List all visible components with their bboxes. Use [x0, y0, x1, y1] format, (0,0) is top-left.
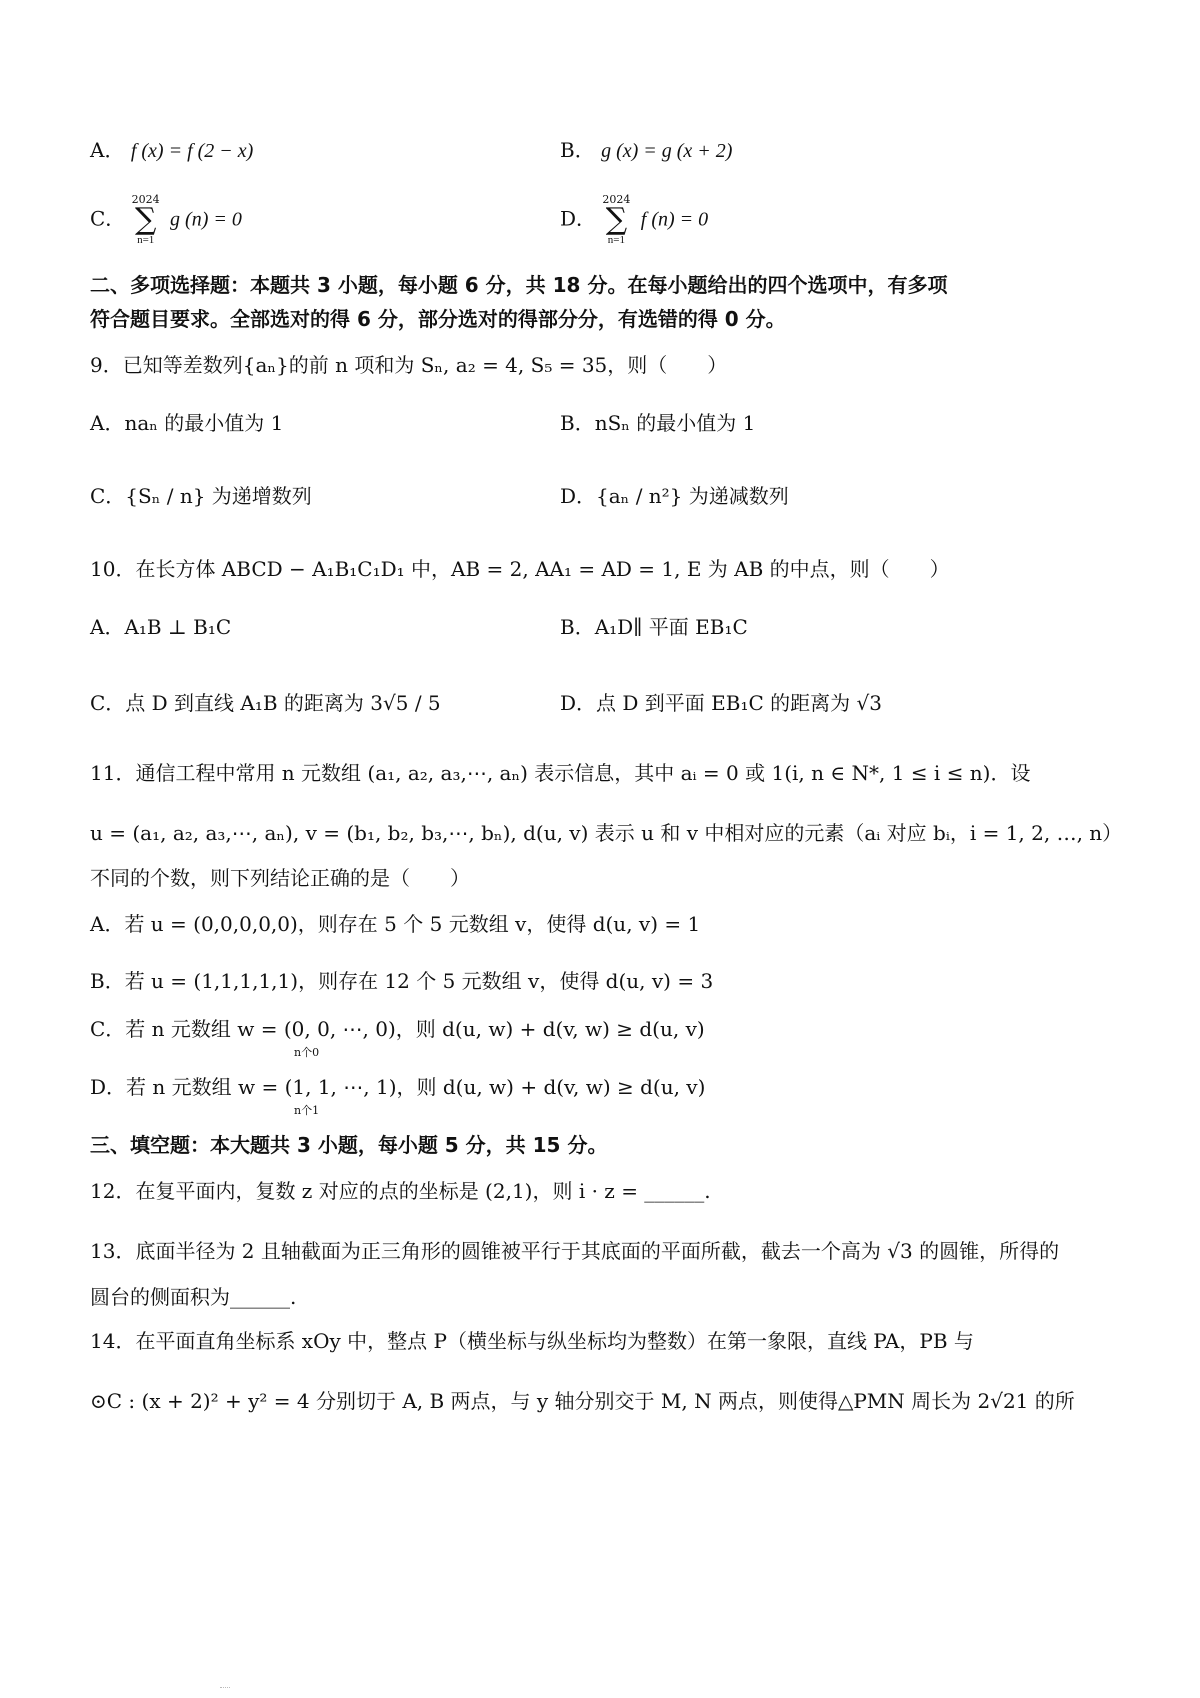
q11-option-c — [90, 1016, 705, 1042]
q8-option-c — [90, 194, 242, 246]
q8-option-a — [90, 137, 253, 164]
option-expr: f (x) = f (2 − x) — [130, 140, 254, 162]
q10-option-c: C．点 D 到直线 A₁B 的距离为 3√5 / 5 — [90, 691, 441, 715]
option-letter: B． — [560, 138, 595, 162]
q8-option-d — [560, 194, 708, 246]
q14-stem-line2: ⊙C : (x + 2)² + y² = 4 分别切于 A, B 两点，与 y 轴分别交于 M, N 两点，则使得△PMN 周长为 2√21 的所 — [90, 1389, 1075, 1413]
q9-option-d: D．{aₙ / n²} 为递减数列 — [560, 484, 789, 508]
q10-stem: 10．在长方体 ABCD − A₁B₁C₁D₁ 中，AB = 2, AA₁ = AD = 1, E 为 AB 的中点，则（ ） — [90, 557, 950, 581]
q11-option-c-text: C．若 n 元数组 w = (0, 0, ⋯, 0)，则 d(u, w) + d(v, w) ≥ d(u, v) — [90, 1017, 705, 1041]
q12-stem: 12．在复平面内，复数 z 对应的点的坐标是 (2,1)，则 i · z = ______. — [90, 1179, 711, 1203]
q9-option-b: B．nSₙ 的最小值为 1 — [560, 411, 756, 435]
sum-sign: ∑ — [605, 202, 628, 237]
q10-option-a: A．A₁B ⊥ B₁C — [90, 615, 232, 639]
q11-stem-line3: 不同的个数，则下列结论正确的是（ ） — [90, 866, 470, 890]
q8-option-b — [560, 137, 732, 164]
summation — [132, 194, 160, 246]
q11-option-c-brace-label: n个0 — [294, 1046, 320, 1059]
q11-option-a: A．若 u = (0,0,0,0,0)，则存在 5 个 5 元数组 v，使得 d(u, v) = 1 — [90, 912, 701, 936]
q10-option-b: B．A₁D∥ 平面 EB₁C — [560, 615, 748, 639]
q9-option-a: A．naₙ 的最小值为 1 — [90, 411, 284, 435]
option-expr: f (n) = 0 — [640, 208, 709, 231]
q9-stem: 9．已知等差数列{aₙ}的前 n 项和为 Sₙ, a₂ = 4, S₅ = 35，则（ ） — [90, 353, 728, 377]
option-letter: D． — [560, 206, 597, 231]
q11-option-b: B．若 u = (1,1,1,1,1)，则存在 12 个 5 元数组 v，使得 d(u, v) = 3 — [90, 969, 714, 993]
q13-stem-line1: 13．底面半径为 2 且轴截面为正三角形的圆锥被平行于其底面的平面所截，截去一个高为 √3 的圆锥，所得的 — [90, 1239, 1060, 1263]
q11-option-d — [90, 1074, 705, 1100]
option-letter: A． — [90, 138, 125, 162]
sum-upper-limit: 2024 — [602, 193, 631, 206]
sum-sign: ∑ — [134, 202, 157, 237]
option-letter: C． — [90, 206, 126, 231]
q14-stem-line1: 14．在平面直角坐标系 xOy 中，整点 P（横坐标与纵坐标均为整数）在第一象限，直线 PA，PB 与 — [90, 1329, 974, 1353]
option-expr: g (n) = 0 — [170, 208, 242, 231]
q11-stem-line1: 11．通信工程中常用 n 元数组 (a₁, a₂, a₃,⋯, aₙ) 表示信息，其中 aᵢ = 0 或 1(i, n ∈ N*, 1 ≤ i ≤ n)．设 — [90, 761, 1031, 785]
q9-option-c: C．{Sₙ / n} 为递增数列 — [90, 484, 312, 508]
q10-option-d: D．点 D 到平面 EB₁C 的距离为 √3 — [560, 691, 882, 715]
q13-stem-line2: 圆台的侧面积为______. — [90, 1285, 297, 1309]
sum-lower-limit: n=1 — [607, 234, 626, 246]
sum-upper-limit: 2024 — [131, 193, 160, 206]
q11-option-d-brace-label: n个1 — [294, 1104, 320, 1117]
section2-heading-line1: 二、多项选择题：本题共 3 小题，每小题 6 分，共 18 分。在每小题给出的四个选项中，有多项 — [90, 273, 948, 297]
sum-lower-limit: n=1 — [137, 234, 155, 246]
q11-option-d-text: D．若 n 元数组 w = (1, 1, ⋯, 1)，则 d(u, w) + d(v, w) ≥ d(u, v) — [90, 1075, 706, 1099]
section2-heading-line2: 符合题目要求。全部选对的得 6 分，部分选对的得部分分，有选错的得 0 分。 — [90, 307, 786, 331]
option-expr: g (x) = g (x + 2) — [601, 140, 733, 162]
q11-stem-line2: u = (a₁, a₂, a₃,⋯, aₙ), v = (b₁, b₂, b₃,⋯, bₙ), d(u, v) 表示 u 和 v 中相对应的元素（aᵢ 对应 bᵢ，i = 1, 2, …, n） — [90, 821, 1123, 845]
summation — [602, 194, 630, 246]
footer-mark — [220, 1683, 230, 1688]
section3-heading: 三、填空题：本大题共 3 小题，每小题 5 分，共 15 分。 — [90, 1133, 608, 1157]
